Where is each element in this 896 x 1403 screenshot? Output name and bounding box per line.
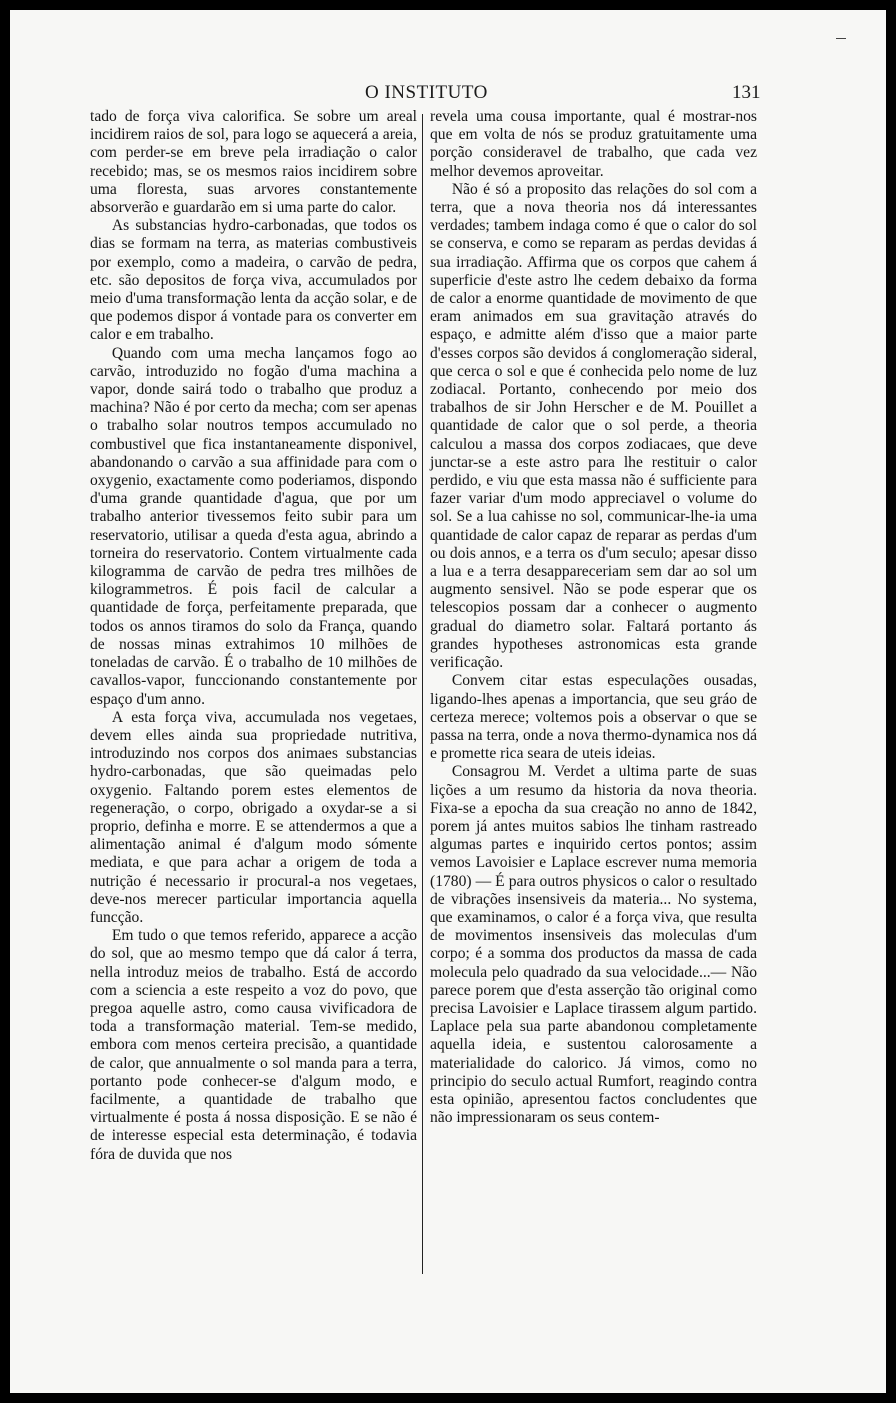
paragraph: Quando com uma mecha lançamos fogo ao carvão, introduzido no fogão d'uma machina a vapor, donde sairá todo o trabalho que produz a machina? Não é por certo da mecha; com ser apenas o trabalho solar noutros tempos accumulado no combustivel que fica instantaneamente disponivel, abandonando o carvão a sua affinidade para com o oxygenio, exactamente como poderiamos, dispondo d'uma grande quantidade d'agua, que por um trabalho anterior tivessemos feito subir para um reservatorio, utilisar a queda d'esta agua, abrindo a torneira do reservatorio. Contem virtualmente cada kilogramma de carvão de pedra tres milhões de kilogrammetros. É pois facil de calcular a quantidade de força, perfeitamente preparada, que todos os annos tiramos do solo da França, quando de nossas minas extrahimos 10 milhões de toneladas de carvão. É o trabalho de 10 milhões de cavallos-vapor, funccionando constantemente por espaço d'um anno. (90, 344, 417, 708)
right-column (430, 108, 757, 1127)
page-number: 131 (732, 82, 761, 103)
column-divider (422, 114, 423, 1274)
corner-mark (836, 38, 846, 39)
left-column (90, 108, 417, 1164)
paragraph: Não é só a proposito das relações do sol com a terra, que a nova theoria nos dá interessantes verdades; tambem indaga como é que o calor do sol se conserva, e como se reparam as perdas devidas á sua irradiação. Affirma que os corpos que cahem á superficie d'este astro lhe cedem debaixo da forma de calor a enorme quantidade de movimento de que eram animados em sua gravitação através do espaço, e admitte além d'isso que a maior parte d'esses corpos são devidos á conglomeração sideral, que cerca o sol e que é conhecida pelo nome de luz zodiacal. Portanto, conhecendo por meio dos trabalhos de sir John Herscher e de M. Pouillet a quantidade de calor que o sol perde, a theoria calculou a massa dos corpos zodiacaes, que deve junctar-se a este astro para lhe restituir o calor perdido, e viu que esta massa não é sufficiente para fazer variar d'um modo appreciavel o volume do sol. Se a lua cahisse no sol, communicar-lhe-ia uma quantidade de calor capaz de reparar as perdas d'um ou dois annos, e a terra os d'um seculo; apesar disso a lua e a terra desappareceriam sem dar ao sol um augmento sensivel. Não se pode esperar que os telescopios possam dar a conhecer o augmento gradual do diametro solar. Faltará portanto ás grandes hypotheses astronomicas esta grande verificação. (430, 180, 757, 672)
paragraph: Consagrou M. Verdet a ultima parte de suas lições a um resumo da historia da nova theoria. Fixa-se a epocha da sua creação no anno de 1842, porem já antes muitos sabios lhe tinham rastreado algumas partes e inquirido certos pontos; assim vemos Lavoisier e Laplace escrever numa memoria (1780) — É para outros physicos o calor o resultado de vibrações insensiveis da materia... No systema, que examinamos, o calor é a força viva, que resulta de movimentos insensiveis das moleculas d'um corpo; é a somma dos productos da massa de cada molecula pelo quadrado da sua velocidade...— Não parece porem que d'esta asserção tão original como precisa Lavoisier e Laplace tirassem algum partido. Laplace pela sua parte abandonou completamente aquella ideia, e sustentou calorosamente a materialidade do calorico. Já vimos, como no principio do seculo actual Rumfort, reagindo contra esta opinião, apresentou factos concludentes que não impressionaram os seus contem- (430, 763, 757, 1127)
paragraph: Em tudo o que temos referido, apparece a acção do sol, que ao mesmo tempo que dá calor á terra, nella introduz meios de trabalho. Está de accordo com a sciencia a este respeito a voz do povo, que pregoa aquelle astro, como causa vivificadora de toda a transformação material. Tem-se medido, embora com menos certeira precisão, a quantidade de calor, que annualmente o sol manda para a terra, portanto pode conhecer-se d'algum modo, e facilmente, a quantidade de trabalho que virtualmente é posta á nossa disposição. E se não é de interesse especial esta determinação, é todavia fóra de duvida que nos (90, 927, 417, 1163)
paragraph: revela uma cousa importante, qual é mostrar-nos que em volta de nós se produz gratuitamente uma porção consideravel de trabalho, que cada vez melhor devemos aproveitar. (430, 108, 757, 180)
paragraph: tado de força viva calorifica. Se sobre um areal incidirem raios de sol, para logo se aquecerá a areia, com perder-se em breve pela irradiação o calor recebido; mas, se os mesmos raios incidirem sobre uma floresta, suas arvores constantemente absorverão e guardarão em si uma parte do calor. (90, 108, 417, 217)
page-header (10, 72, 886, 102)
page (10, 10, 886, 1393)
paragraph: Convem citar estas especulações ousadas, ligando-lhes apenas a importancia, que seu gráo de certeza merece; voltemos pois a observar o que se passa na terra, onde a nova thermo-dynamica nos dá e promette rica seara de uteis ideias. (430, 672, 757, 763)
paragraph: A esta força viva, accumulada nos vegetaes, devem elles ainda sua propriedade nutritiva, introduzindo nos corpos dos animaes substancias hydro-carbonadas, que são queimadas pelo oxygenio. Faltando porem estes elementos de regeneração, o corpo, obrigado a oxydar-se a si proprio, definha e morre. E se attendermos a que a alimentação animal é d'algum modo sómente mediata, e que para achar a origem de toda a nutrição é necessario ir procural-a nos vegetaes, deve-nos merecer particular importancia aquella funcção. (90, 708, 417, 926)
paragraph: As substancias hydro-carbonadas, que todos os dias se formam na terra, as materias combustiveis por exemplo, como a madeira, o carvão de pedra, etc. são depositos de força viva, accumulados por meio d'uma transformação lenta da acção solar, e de que podemos dispor á vontade para os converter em calor e em trabalho. (90, 217, 417, 344)
running-title: O INSTITUTO (365, 82, 488, 103)
